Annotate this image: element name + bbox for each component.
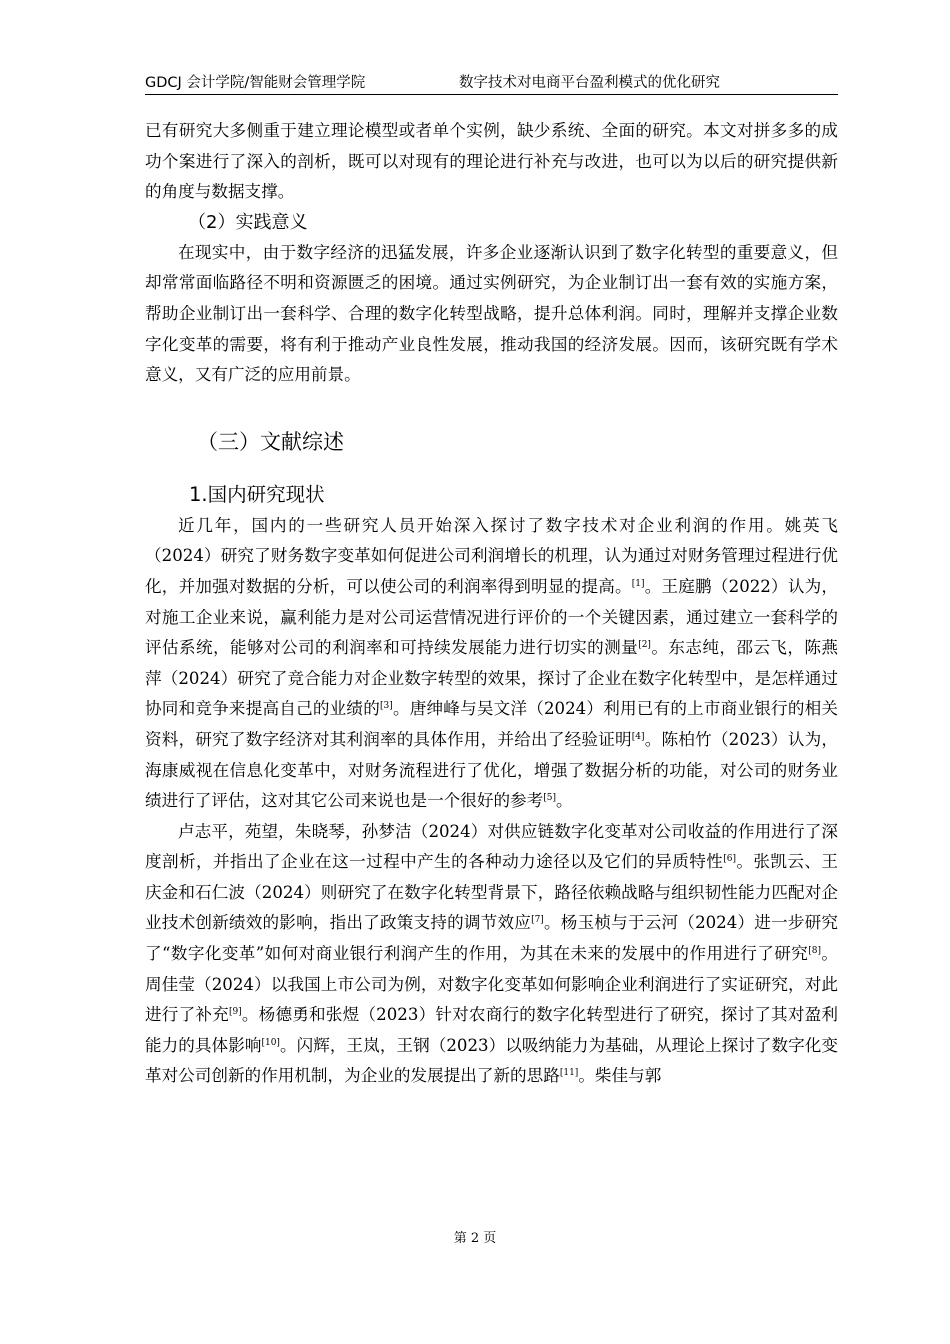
text-run: 。闪辉，王岚，王钢（2023）以吸纳能力为基础，从理论上探讨了数字化变革对公司创新的作用机制，为企业的发展提出了新的思路	[145, 1035, 838, 1086]
citation-ref: [10]	[261, 1037, 280, 1048]
citation-ref: [6]	[723, 854, 736, 865]
citation-ref: [8]	[808, 946, 822, 957]
citation-ref: [1]	[631, 578, 645, 589]
paragraph-continuation: 已有研究大多侧重于建立理论模型或者单个实例，缺少系统、全面的研究。本文对拼多多的成功个案进行了深入的剖析，既可以对现有的理论进行补充与改进，也可以为以后的研究提供新的角度与数据支撑。	[145, 121, 838, 202]
citation-ref: [9]	[228, 1007, 242, 1018]
citation-ref: [5]	[543, 793, 556, 804]
paragraph-domestic-research-1	[145, 511, 838, 817]
citation-ref: [3]	[380, 701, 393, 712]
text-run: 。东志纯，邵云飞，陈燕萍（2024）研究了竞合能力对企业数字转型的效果，探讨了企业在数字化转型中，是怎样通过协同和竞争来提高自己的业绩的	[145, 638, 839, 719]
text-run: 。柴佳与郭	[578, 1066, 662, 1086]
paragraph-practical-significance: 在现实中，由于数字经济的迅猛发展，许多企业逐渐认识到了数字化转型的重要意义，但却常常面临路径不明和资源匮乏的困境。通过实例研究，为企业制订出一套有效的实施方案，帮助企业制订出一套科学、合理的数字化转型战略，提升总体利润。同时，理解并支撑企业数字化变革的需要，将有利于推动产业良性发展，推动我国的经济发展。因而，该研究既有学术意义，又有广泛的应用前景。	[145, 242, 838, 385]
paragraph-domestic-research-2	[145, 817, 838, 1092]
heading-practical-significance: （2）实践意义	[188, 211, 308, 233]
text-run: 。陈柏竹（2023）认为，海康威视在信息化变革中，对财务流程进行了优化，增强了数据分析的功能，对公司的财务业绩进行了评估，这对其它公司来说也是一个很好的参考	[145, 729, 838, 811]
page-body	[145, 116, 838, 1092]
text-run: 。周佳莹（2024）以我国上市公司为例，对数字化变革如何影响企业利润进行了实证研究，对此进行了补充	[145, 944, 839, 1025]
heading-domestic-research: 1.国内研究现状	[189, 482, 325, 506]
text-run: 。	[556, 791, 573, 811]
text-run: 。张凯云、王庆金和石仁波（2024）则研究了在数字化转型背景下，路径依赖战略与组织韧性能力匹配对企业技术创新绩效的影响，指出了政策支持的调节效应	[145, 852, 839, 933]
citation-ref: [4]	[631, 731, 645, 742]
citation-ref: [11]	[559, 1068, 579, 1079]
page-number: 第 2 页	[453, 1231, 497, 1246]
heading-literature-review: （三）文献综述	[197, 429, 344, 454]
text-run: 近几年，国内的一些研究人员开始深入探讨了数字技术对企业利润的作用。姚英飞（2024）研究了财务数字变革如何促进公司利润增长的机理，认为通过对财务管理过程进行优化，并加强对数据的分析，可以使公司的利润率得到明显的提高。	[145, 515, 838, 596]
citation-ref: [2]	[638, 640, 651, 651]
text-run: 。杨德勇和张煜（2023）针对农商行的数字化转型进行了研究，探讨了其对盈利能力的具体影响	[145, 1005, 839, 1055]
text-run: 。唐绅峰与吴文洋（2024）利用已有的上市商业银行的相关资料，研究了数字经济对其利润率的具体作用，并给出了经验证明	[145, 699, 839, 749]
citation-ref: [7]	[531, 915, 544, 926]
header-institution: GDCJ 会计学院/智能财会管理学院	[145, 75, 366, 91]
header-title: 数字技术对电商平台盈利模式的优化研究	[459, 75, 720, 91]
text-run: 卢志平，苑望，朱晓琴，孙梦洁（2024）对供应链数字化变革对公司收益的作用进行了深度剖析，并指出了企业在这一过程中产生的各种动力途径以及它们的异质特性	[145, 821, 838, 872]
text-run: 。王庭鹏（2022）认为，对施工企业来说，赢利能力是对公司运营情况进行评价的一个关键因素，通过建立一套科学的评估系统，能够对公司的利润率和可持续发展能力进行切实的测量	[145, 576, 838, 658]
page-header	[145, 70, 838, 95]
text-run: 。杨玉桢与于云河（2024）进一步研究了“数字化变革”如何对商业银行利润产生的作用，为其在未来的发展中的作用进行了研究	[145, 913, 839, 964]
